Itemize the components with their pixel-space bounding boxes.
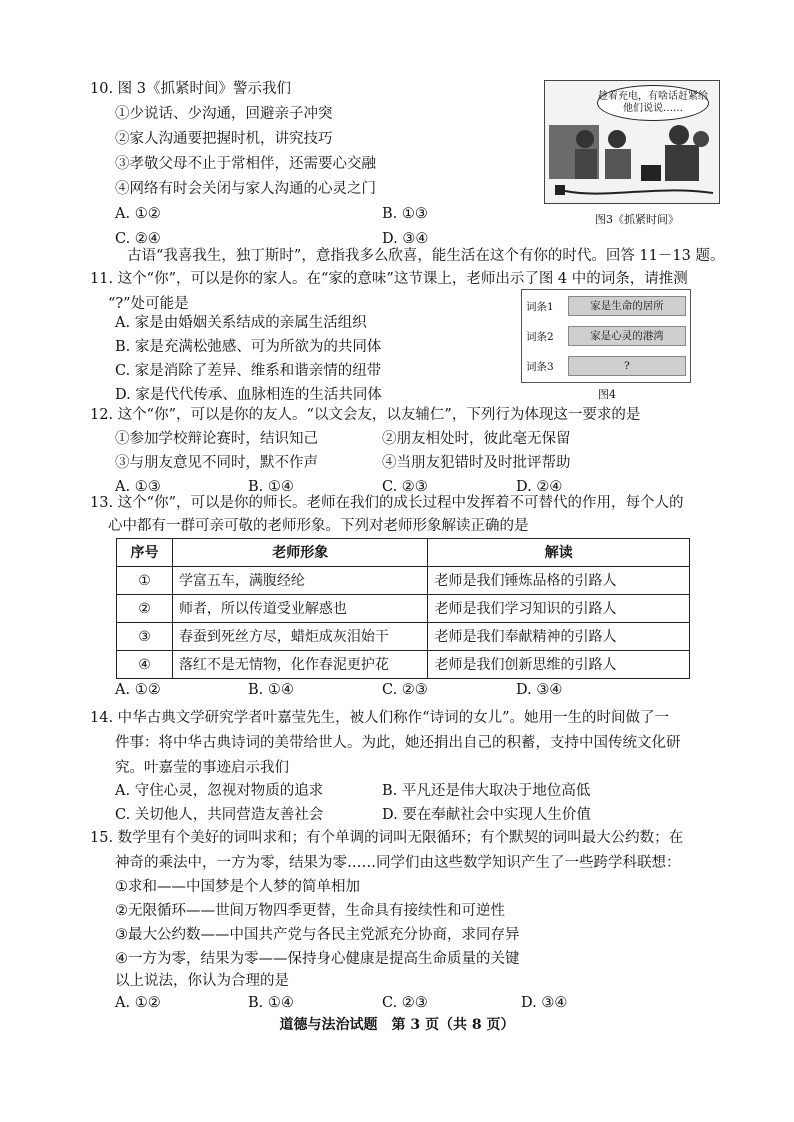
word-entry-row: [526, 356, 686, 378]
q15-option-2: ②无限循环——世间万物四季更替，生命具有接续性和可逆性: [115, 903, 505, 919]
q12-choice-a: A. ①③: [115, 479, 161, 495]
q11-option-a: A. 家是由婚姻关系结成的亲属生活组织: [115, 315, 367, 331]
q13-choice-c: C. ②③: [382, 682, 428, 698]
table-row: [117, 567, 690, 595]
q15-stem-1: 15. 数学里有个美好的词叫求和；有个单调的词叫无限循环；有个默契的词叫最大公约数；在: [90, 830, 684, 846]
q14-stem-1: 14. 中华古典文学研究学者叶嘉莹先生，被人们称作“诗词的女儿”。她用一生的时间做了一: [90, 710, 669, 726]
q13-choice-b: B. ①④: [248, 682, 294, 698]
q10-choice-c: C. ②④: [115, 231, 161, 247]
q13-stem-1: 13. 这个“你”，可以是你的师长。老师在我们的成长过程中发挥着不可替代的作用，每个人的: [90, 495, 684, 511]
q12-option-1: ①参加学校辩论赛时，结识知己: [115, 431, 318, 447]
table-cell-meaning: 老师是我们奉献精神的引路人: [428, 623, 690, 651]
q12-choice-c: C. ②③: [382, 479, 428, 495]
table-cell-image: 学富五车，满腹经纶: [172, 567, 428, 595]
q13-choice-d: D. ③④: [516, 682, 563, 698]
q14-choice-d: D. 要在奉献社会中实现人生价值: [382, 807, 591, 823]
table-header-cell: 序号: [117, 539, 173, 567]
q13-choice-a: A. ①②: [115, 682, 161, 698]
q11-stem-2: “?”处可能是: [108, 296, 189, 312]
table-cell-meaning: 老师是我们创新思维的引路人: [428, 651, 690, 679]
q10-option-2: ②家人沟通要把握时机，讲究技巧: [115, 131, 333, 147]
table-cell-image: 落红不是无情物，化作春泥更护花: [172, 651, 428, 679]
q15-choice-c: C. ②③: [382, 995, 428, 1011]
table-cell-num: ③: [117, 623, 173, 651]
word-entry-label: 词条2: [526, 331, 554, 343]
q12-stem: 12. 这个“你”，可以是你的友人。“以文会友，以友辅仁”，下列行为体现这一要求的是: [90, 407, 641, 423]
q15-choice-a: A. ①②: [115, 995, 161, 1011]
table-cell-num: ②: [117, 595, 173, 623]
table-cell-num: ④: [117, 651, 173, 679]
q10-stem: 10. 图 3《抓紧时间》警示我们: [90, 81, 292, 97]
q10-choice-a: A. ①②: [115, 206, 161, 222]
q12-choice-d: D. ②④: [516, 479, 563, 495]
q14-stem-3: 究。叶嘉莹的事迹启示我们: [115, 760, 289, 776]
table-cell-meaning: 老师是我们锤炼品格的引路人: [428, 567, 690, 595]
q14-choice-c: C. 关切他人，共同营造友善社会: [115, 807, 324, 823]
q10-choice-d: D. ③④: [382, 231, 429, 247]
word-entry-text: ?: [568, 356, 686, 376]
table-header-cell: 解读: [428, 539, 690, 567]
page-footer: 道德与法治试题 第 3 页（共 8 页）: [279, 1017, 515, 1033]
word-entry-label: 词条3: [526, 361, 554, 373]
intro-text: 古语“我喜我生，独丁斯时”，意指我多么欣喜，能生活在这个有你的时代。回答 11－13 题。: [127, 248, 725, 264]
q12-option-2: ②朋友相处时，彼此毫无保留: [382, 431, 571, 447]
word-entry-text: 家是心灵的港湾: [568, 326, 686, 346]
table-cell-image: 春蚕到死丝方尽，蜡炬成灰泪始干: [172, 623, 428, 651]
table-row: [117, 651, 690, 679]
teacher-image-table: [116, 538, 690, 679]
q14-choice-b: B. 平凡还是伟大取决于地位高低: [382, 783, 591, 799]
family-cartoon-illustration: [545, 81, 721, 205]
q10-option-4: ④网络有时会关闭与家人沟通的心灵之门: [115, 181, 376, 197]
word-entry-figure: [521, 289, 691, 383]
q15-choice-b: B. ①④: [248, 995, 294, 1011]
table-cell-image: 师者，所以传道受业解惑也: [172, 595, 428, 623]
speech-bubble: 趁着充电，有啥话赶紧给他们说说……: [597, 85, 709, 121]
table-cell-num: ①: [117, 567, 173, 595]
table-header-cell: 老师形象: [172, 539, 428, 567]
table-header-row: [117, 539, 690, 567]
q15-option-1: ①求和——中国梦是个人梦的简单相加: [115, 879, 360, 895]
word-entry-label: 词条1: [526, 301, 554, 313]
q11-option-d: D. 家是代代传承、血脉相连的生活共同体: [115, 387, 382, 403]
cartoon-figure: [544, 80, 720, 204]
table-row: [117, 623, 690, 651]
word-entry-row: [526, 296, 686, 318]
q14-stem-2: 件事：将中华古典诗词的美带给世人。为此，她还捐出自己的积蓄，支持中国传统文化研: [115, 735, 681, 751]
q15-stem-2: 神奇的乘法中，一方为零，结果为零……同学们由这些数学知识产生了一些跨学科联想：: [115, 855, 681, 871]
q11-option-b: B. 家是充满松弛感、可为所欲为的共同体: [115, 339, 382, 355]
q15-option-4: ④一方为零，结果为零——保持身心健康是提高生命质量的关键: [115, 951, 520, 967]
q10-option-1: ①少说话、少沟通，回避亲子冲突: [115, 106, 333, 122]
q11-stem-1: 11. 这个“你”，可以是你的家人。在“家的意味”这节课上，老师出示了图 4 中的词条，请推测: [90, 271, 688, 287]
word-entry-row: [526, 326, 686, 348]
q12-option-4: ④当朋友犯错时及时批评帮助: [382, 455, 571, 471]
q10-choice-b: B. ①③: [382, 206, 428, 222]
q15-option-3: ③最大公约数——中国共产党与各民主党派充分协商，求同存异: [115, 927, 520, 943]
q15-ask: 以上说法，你认为合理的是: [115, 973, 289, 989]
q12-option-3: ③与朋友意见不同时，默不作声: [115, 455, 318, 471]
q12-choice-b: B. ①④: [248, 479, 294, 495]
q14-choice-a: A. 守住心灵，忽视对物质的追求: [115, 783, 324, 799]
q13-stem-2: 心中都有一群可亲可敬的老师形象。下列对老师形象解读正确的是: [108, 518, 529, 534]
table-row: [117, 595, 690, 623]
figure4-caption: 图4: [598, 388, 616, 401]
q10-option-3: ③孝敬父母不止于常相伴，还需要心交融: [115, 156, 376, 172]
q11-option-c: C. 家是消除了差异、维系和谐亲情的纽带: [115, 363, 382, 379]
word-entry-text: 家是生命的居所: [568, 296, 686, 316]
figure3-caption: 图3《抓紧时间》: [595, 213, 679, 226]
q15-choice-d: D. ③④: [521, 995, 568, 1011]
table-cell-meaning: 老师是我们学习知识的引路人: [428, 595, 690, 623]
